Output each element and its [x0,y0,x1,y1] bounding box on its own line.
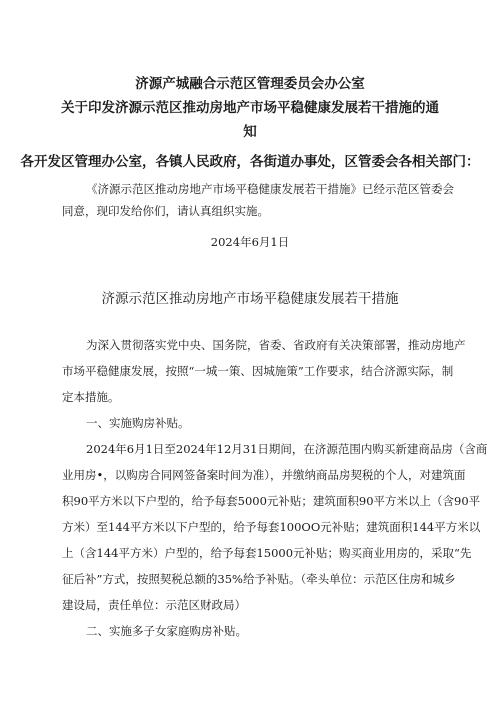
measures-title: 济源示范区推动房地产市场平稳健康发展若干措施 [101,291,399,307]
section1-line3: 积90平方米以下户型的，给予每套5000元补贴；建筑面积90平方米以上（含90平 [62,494,481,508]
recipients: 各开发区管理办公室，各镇人民政府，各街道办事处，区管委会各相关部门： [20,154,480,170]
section1-line6: 征后补”方式，按照契税总额的35%给予补贴。（牵头单位：示范区住房和城乡 [62,572,456,586]
notice-title-line2: 知 [243,124,257,140]
notice-date: 2024年6月1日 [210,235,290,249]
section1-line1: 2024年6月1日至2024年12月31日期间，在济源范围内购买新建商品房（含商 [86,442,488,456]
issuing-office: 济源产城融合示范区管理委员会办公室 [135,76,365,92]
section1-line7: 建设局，责任单位：示范区财政局） [62,598,246,612]
intro-line3: 定本措施。 [62,390,120,404]
section1-heading: 一、实施购房补贴。 [86,416,190,430]
section1-line2: 业用房•，以购房合同网签备案时间为准），并缴纳商品房契税的个人，对建筑面 [62,468,466,482]
section1-line4: 方米）至144平方米以下户型的，给予每套100OO元补贴；建筑面积144平方米以 [62,520,481,534]
notice-paragraph-line2: 同意，现印发给你们，请认真组织实施。 [62,204,269,218]
section2-heading: 二、实施多子女家庭购房补贴。 [86,624,247,638]
intro-line1: 为深入贯彻落实党中央、国务院，省委、省政府有关决策部署，推动房地产 [86,338,466,352]
notice-paragraph-line1: 《济源示范区推动房地产市场平稳健康发展若干措施》已经示范区管委会 [86,182,454,196]
notice-title-line1: 关于印发济源示范区推动房地产市场平稳健康发展若干措施的通 [61,100,439,116]
section1-line5: 上（含144平方米）户型的，给予每套15000元补贴；购买商业用房的，采取“先 [62,546,472,560]
intro-line2: 市场平稳健康发展，按照“一城一策、因城施策”工作要求，结合济源实际，制 [62,364,454,378]
